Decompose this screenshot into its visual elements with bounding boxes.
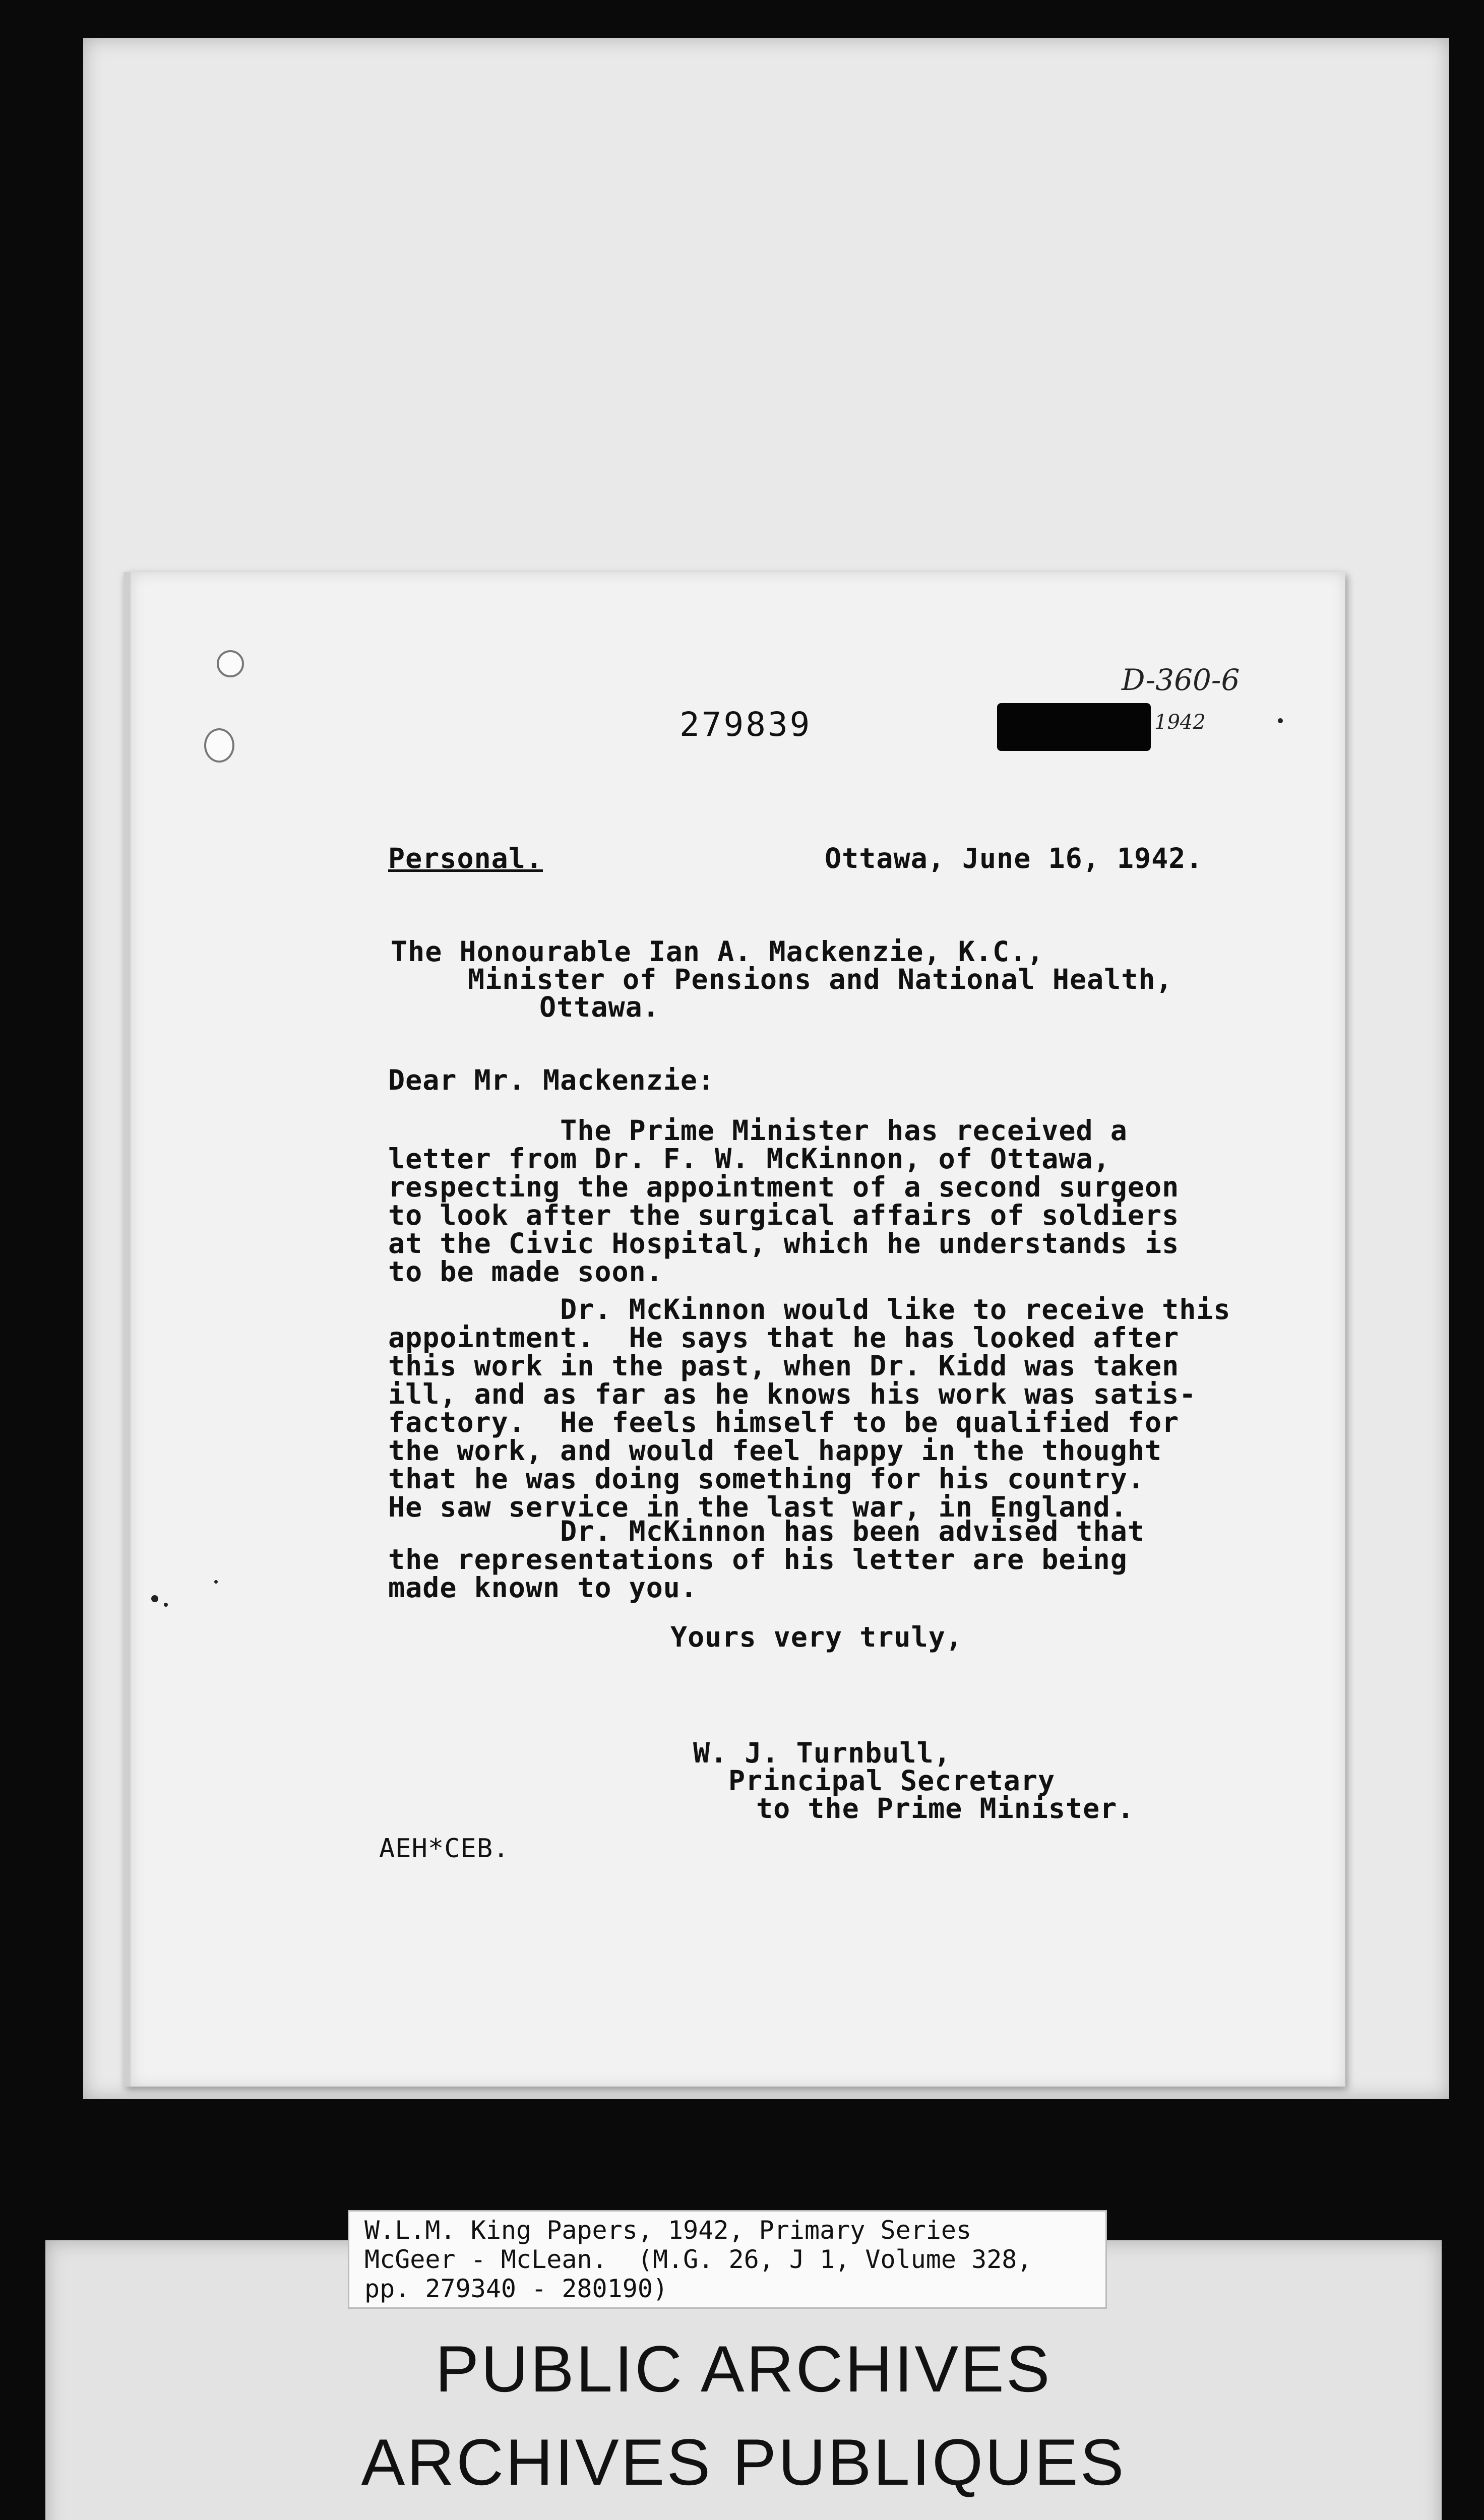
archive-label — [348, 2210, 1107, 2309]
ink-speck — [164, 1603, 168, 1607]
punch-hole — [204, 728, 234, 763]
archive-label-line-1: W.L.M. King Papers, 1942, Primary Series — [364, 2216, 972, 2245]
closing: Yours very truly, — [670, 1621, 963, 1653]
signatory-title-2: to the Prime Minister. — [756, 1792, 1135, 1824]
signatory-title: Principal Secretary — [728, 1765, 1056, 1797]
recipient-name: The Honourable Ian A. Mackenzie, K.C., — [391, 935, 1044, 968]
classification-label: Personal. — [388, 842, 543, 874]
recipient-title: Minister of Pensions and National Health, — [468, 963, 1173, 995]
body-paragraph-3: Dr. McKinnon has been advised that the representations of his letter are being made known to you. — [388, 1515, 1145, 1604]
redaction-bar — [997, 703, 1151, 751]
typist-initials: AEH*CEB. — [379, 1834, 510, 1864]
ink-speck — [151, 1595, 158, 1602]
ink-speck — [214, 1580, 218, 1584]
file-year: 1942 — [1154, 711, 1206, 734]
archive-stamp-french: ARCHIVES PUBLIQUES — [361, 2425, 1126, 2499]
archive-stamp-english: PUBLIC ARCHIVES — [435, 2332, 1052, 2406]
body-paragraph-2: Dr. McKinnon would like to receive this appointment. He says that he has looked after this work in the past, when Dr. Kidd was taken ill, and as far as he knows his work was satis- factory. He feels himself to be qualified for the work, and would feel happy in the thought that he was doing something for his country. He saw service in the last war, in England. — [388, 1293, 1231, 1523]
recipient-city: Ottawa. — [539, 991, 660, 1023]
file-reference: D-360-6 — [1122, 663, 1240, 697]
punch-hole — [217, 650, 244, 677]
signatory-name: W. J. Turnbull, — [693, 1737, 951, 1769]
body-paragraph-1: The Prime Minister has received a letter from Dr. F. W. McKinnon, of Ottawa, respecting the appointment of a second surgeon to look after the surgical affairs of soldiers at the Civic Hospital, which he understands is to be made soon. — [388, 1114, 1180, 1288]
archive-label-line-2: McGeer - McLean. (M.G. 26, J 1, Volume 328, — [364, 2245, 1032, 2274]
ink-dot — [1278, 718, 1283, 723]
salutation: Dear Mr. Mackenzie: — [388, 1064, 715, 1096]
document-number: 279839 — [679, 705, 812, 744]
archive-label-line-3: pp. 279340 - 280190) — [364, 2274, 668, 2303]
dateline: Ottawa, June 16, 1942. — [825, 842, 1203, 874]
